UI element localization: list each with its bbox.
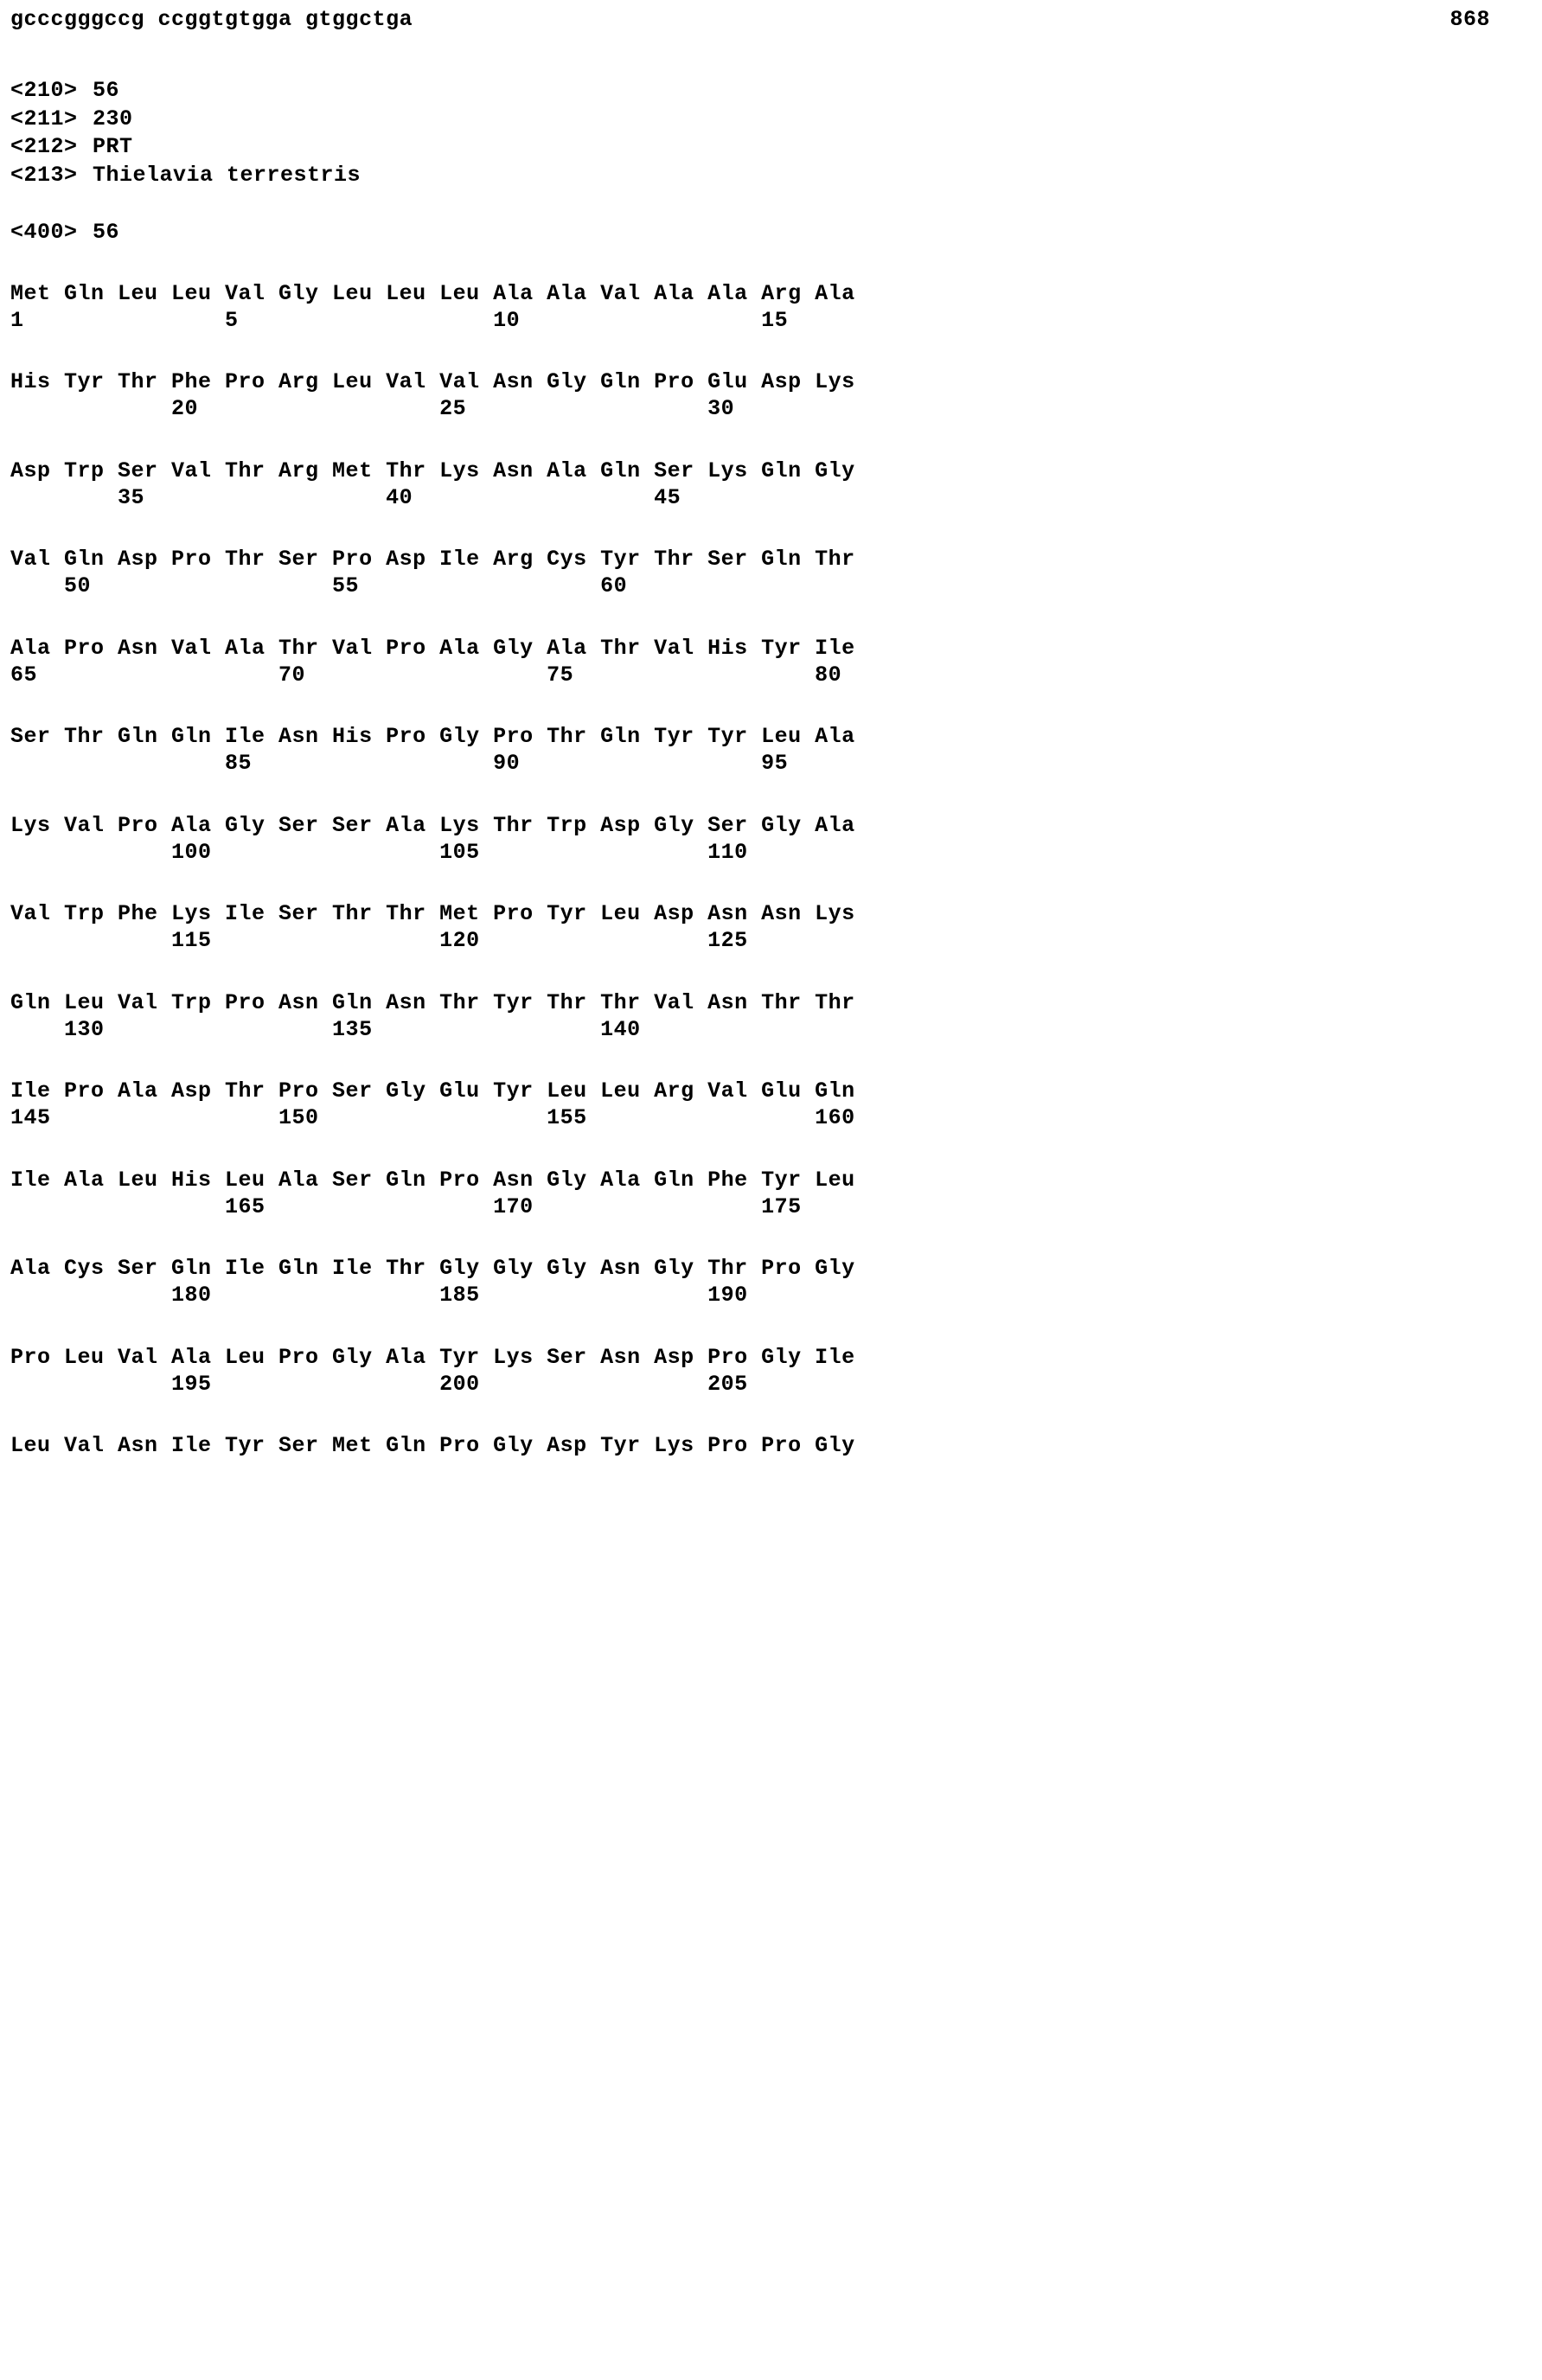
sequence-group: [10, 1167, 1490, 1221]
meta-value-212: PRT: [93, 134, 133, 159]
residue-line: Val Trp Phe Lys Ile Ser Thr Thr Met Pro Tyr Leu Asp Asn Asn Lys: [10, 901, 855, 926]
sequence-metadata: [10, 77, 1490, 189]
sequence-group: [10, 1255, 1490, 1309]
residue-number-line: 145 150 155 160: [10, 1105, 855, 1131]
meta-tag-213: <213>: [10, 162, 78, 188]
header-sequence-fragment: gcccgggccg ccggtgtgga gtggctga: [10, 7, 413, 32]
sequence-group: [10, 723, 1490, 777]
residue-line: Pro Leu Val Ala Leu Pro Gly Ala Tyr Lys Ser Asn Asp Pro Gly Ile: [10, 1344, 855, 1370]
sequence-group: [10, 280, 1490, 335]
meta-line-210: [10, 77, 1490, 106]
sequence-group: [10, 900, 1490, 955]
meta-tag-212: <212>: [10, 134, 78, 159]
sequence-group: [10, 1344, 1490, 1398]
residue-line: Val Gln Asp Pro Thr Ser Pro Asp Ile Arg Cys Tyr Thr Ser Gln Thr: [10, 547, 855, 572]
residue-number-line: 165 170 175: [10, 1193, 802, 1219]
residue-number-line: 100 105 110: [10, 839, 748, 865]
residue-number-line: 115 120 125: [10, 928, 748, 954]
meta-value-211: 230: [93, 106, 133, 131]
sequence-group: [10, 457, 1490, 512]
meta-line-213: [10, 162, 1490, 190]
sequence-group: [10, 546, 1490, 600]
sequence-group: [10, 989, 1490, 1044]
meta-tag-400: <400>: [10, 220, 78, 245]
residue-number-line: 65 70 75 80: [10, 662, 842, 688]
residue-line: Ala Pro Asn Val Ala Thr Val Pro Ala Gly Ala Thr Val His Tyr Ile: [10, 635, 855, 661]
residue-number-line: 1 5 10 15: [10, 307, 789, 333]
meta-value-400: 56: [93, 220, 120, 245]
sequence-start-tag: [10, 219, 1490, 247]
residue-line: Leu Val Asn Ile Tyr Ser Met Gln Pro Gly Asp Tyr Lys Pro Pro Gly: [10, 1433, 855, 1458]
residue-line: Gln Leu Val Trp Pro Asn Gln Asn Thr Tyr Thr Thr Val Asn Thr Thr: [10, 989, 855, 1015]
residue-number-line: 130 135 140: [10, 1016, 641, 1042]
residue-line: Ala Cys Ser Gln Ile Gln Ile Thr Gly Gly Gly Asn Gly Thr Pro Gly: [10, 1256, 855, 1281]
residue-number-line: 195 200 205: [10, 1371, 748, 1397]
residue-number-line: 35 40 45: [10, 484, 681, 510]
residue-line: Lys Val Pro Ala Gly Ser Ser Ala Lys Thr Trp Asp Gly Ser Gly Ala: [10, 812, 855, 838]
sequence-group: [10, 1078, 1490, 1132]
residue-line: Met Gln Leu Leu Val Gly Leu Leu Leu Ala Ala Val Ala Ala Arg Ala: [10, 280, 855, 306]
sequence-group: [10, 812, 1490, 867]
meta-line-211: [10, 106, 1490, 134]
residue-line: His Tyr Thr Phe Pro Arg Leu Val Val Asn Gly Gln Pro Glu Asp Lys: [10, 369, 855, 394]
meta-line-400: [10, 219, 1490, 247]
sequence-group: [10, 368, 1490, 423]
meta-tag-210: <210>: [10, 78, 78, 103]
residue-line: Asp Trp Ser Val Thr Arg Met Thr Lys Asn Ala Gln Ser Lys Gln Gly: [10, 457, 855, 483]
residue-line: Ser Thr Gln Gln Ile Asn His Pro Gly Pro Thr Gln Tyr Tyr Leu Ala: [10, 724, 855, 749]
protein-sequence-listing: [10, 280, 1490, 1487]
residue-line: Ile Pro Ala Asp Thr Pro Ser Gly Glu Tyr Leu Leu Arg Val Glu Gln: [10, 1078, 855, 1104]
residue-line: Ile Ala Leu His Leu Ala Ser Gln Pro Asn Gly Ala Gln Phe Tyr Leu: [10, 1167, 855, 1193]
residue-number-line: 180 185 190: [10, 1283, 748, 1308]
meta-value-213: Thielavia terrestris: [93, 162, 362, 188]
sequence-group: [10, 635, 1490, 689]
page-header: [10, 7, 1490, 32]
sequence-group: [10, 1432, 1490, 1486]
residue-number-line: 85 90 95: [10, 751, 789, 777]
residue-number-line: 20 25 30: [10, 396, 735, 422]
page-number: 868: [1449, 7, 1490, 32]
meta-tag-211: <211>: [10, 106, 78, 131]
meta-value-210: 56: [93, 78, 120, 103]
residue-number-line: 50 55 60: [10, 573, 628, 599]
meta-line-212: [10, 133, 1490, 162]
residue-number-line: [10, 1459, 1490, 1486]
